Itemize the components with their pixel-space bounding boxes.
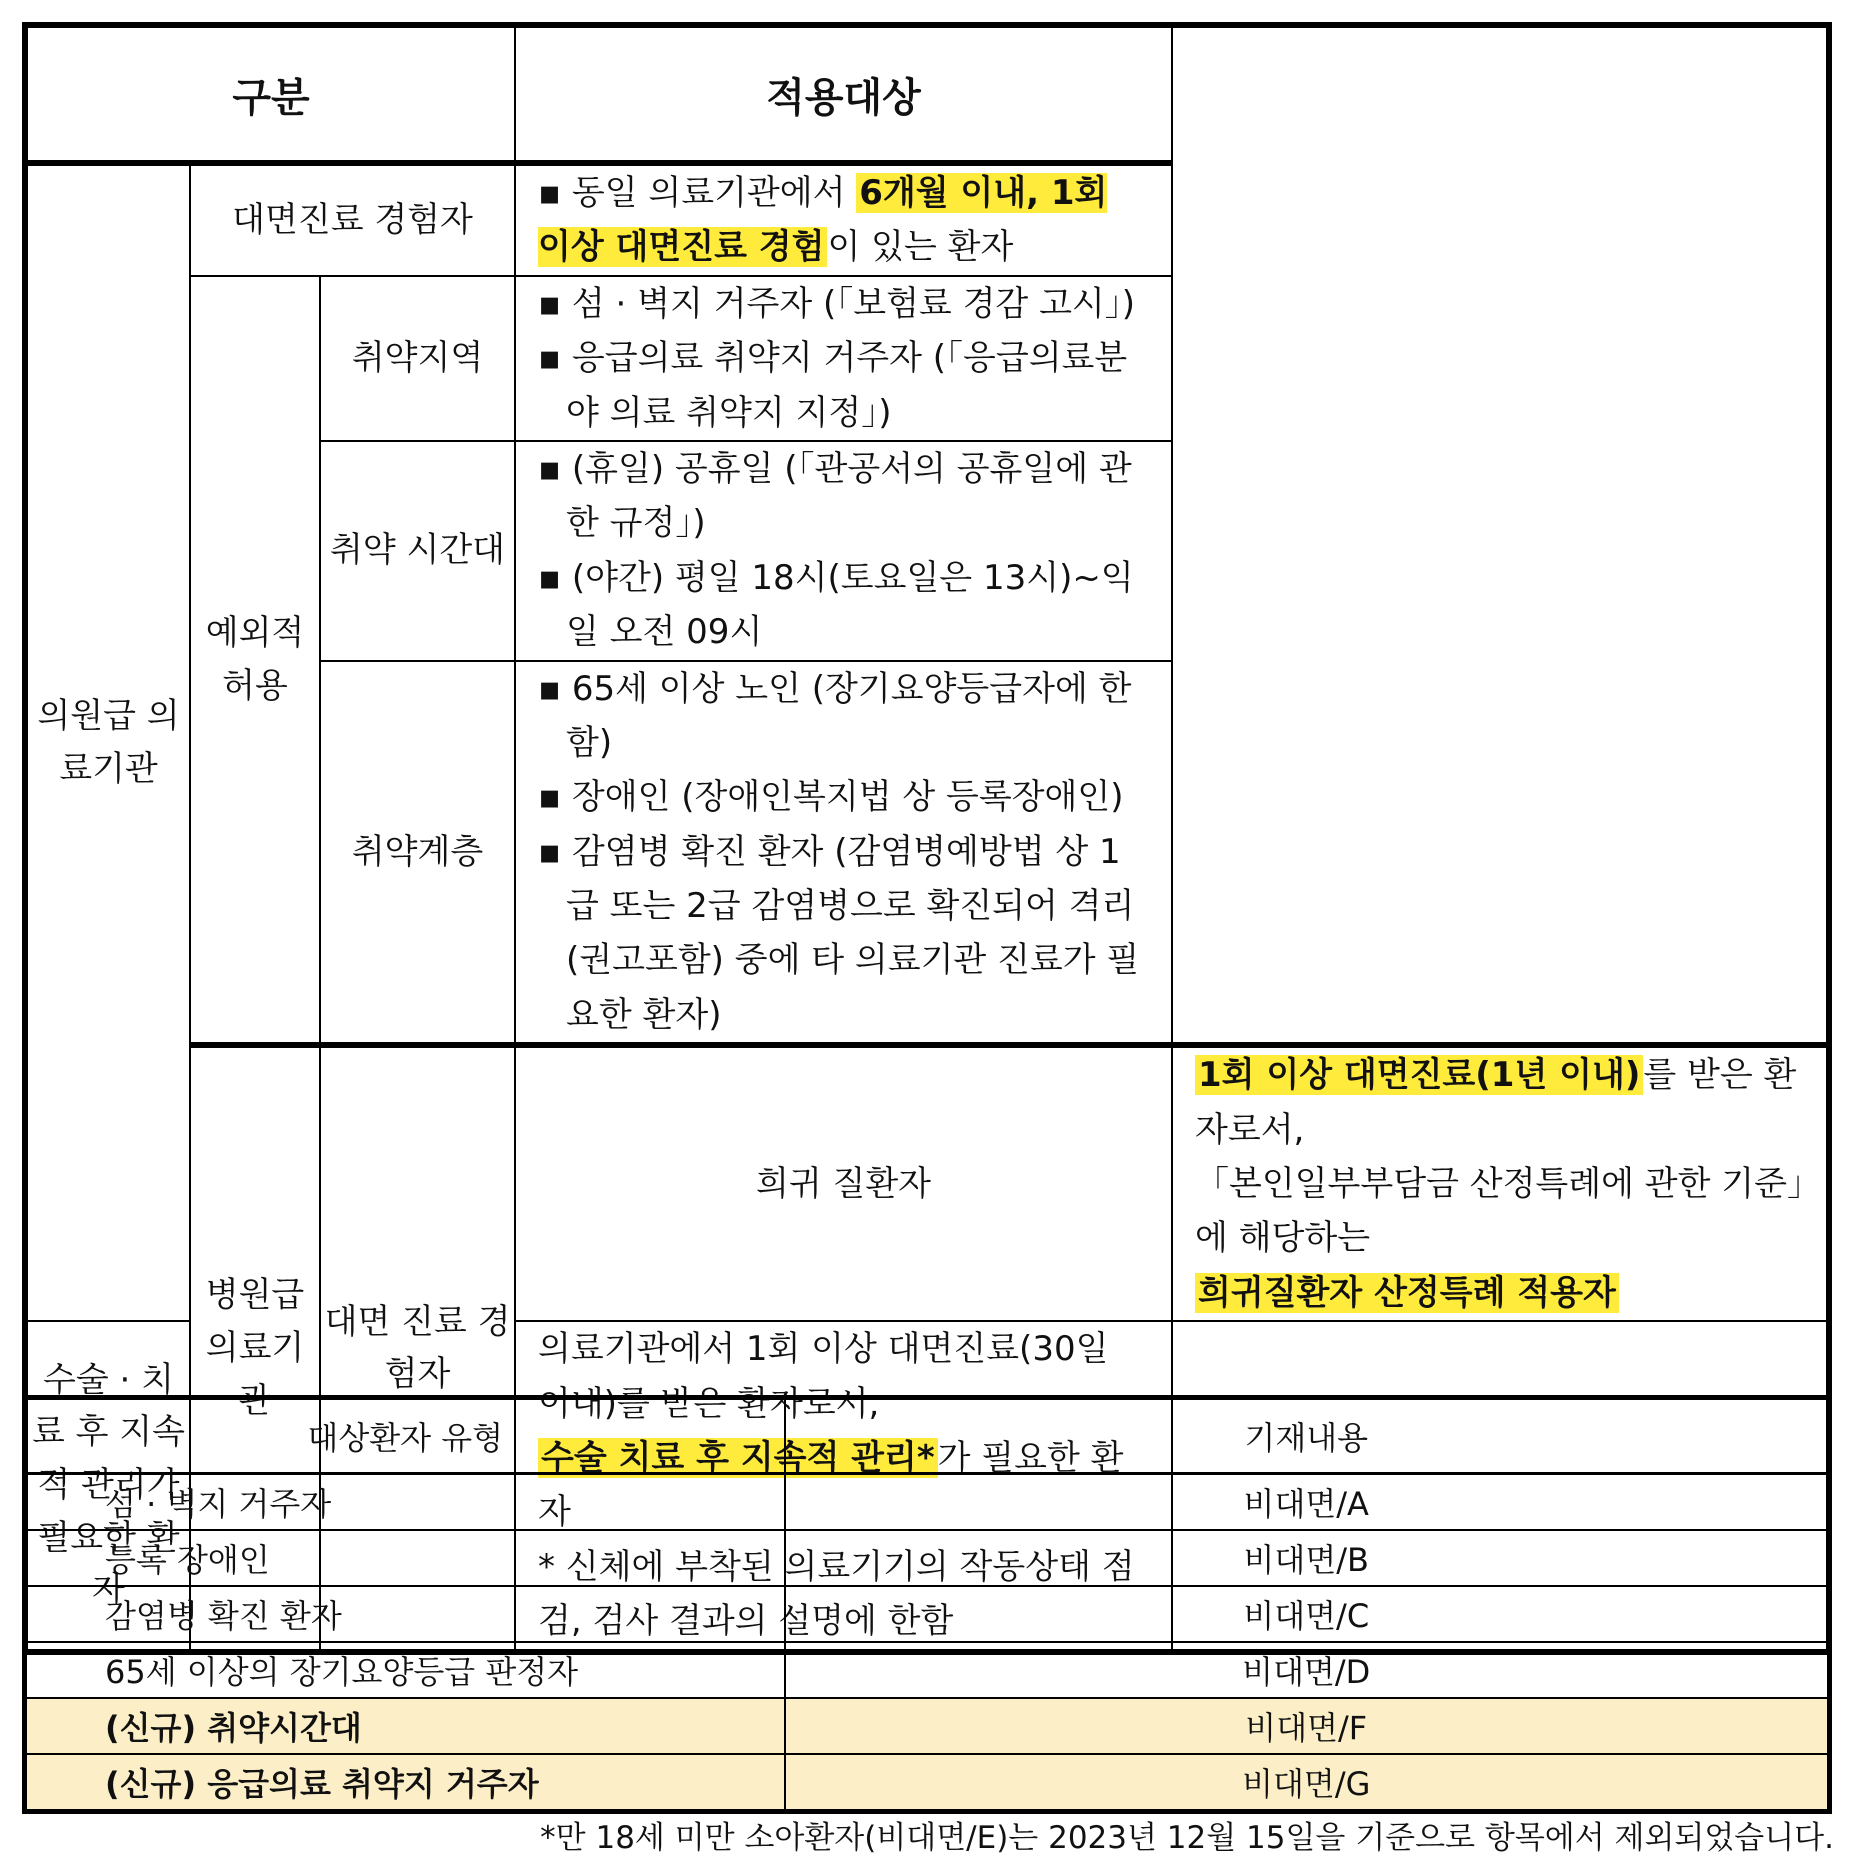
record-code: 비대면/F — [785, 1698, 1830, 1754]
remote-area-desc — [515, 276, 1172, 441]
header-category: 구분 — [25, 25, 515, 163]
record-code: 비대면/A — [785, 1474, 1830, 1531]
patient-type: 65세 이상의 장기요양등급 판정자 — [25, 1642, 785, 1698]
header-target: 적용대상 — [515, 25, 1172, 163]
highlight-text: 수술 치료 후 지속적 관리* — [538, 1438, 938, 1478]
desc-note: * 신체에 부착된 의료기기의 작동상태 점검, 검사 결과의 설명에 한함 — [538, 1546, 1135, 1642]
record-code: 비대면/B — [785, 1530, 1830, 1586]
desc-pre: ▪ 동일 의료기관에서 — [538, 173, 857, 213]
patient-type: (신규) 응급의료 취약지 거주자 — [25, 1754, 785, 1812]
table-row — [25, 1642, 1830, 1698]
desc-text: 가 필요한 환자 — [538, 1437, 1124, 1533]
bullet-line: ▪ 65세 이상 노인 (장기요양등급자에 한함) — [538, 668, 1132, 763]
patient-type: 섬 · 벽지 거주자 — [25, 1474, 785, 1531]
table-row — [25, 1586, 1830, 1642]
highlight-text: 희귀질환자 산정특례 적용자 — [1195, 1273, 1619, 1313]
rare-disease-label: 희귀 질환자 — [515, 1045, 1172, 1321]
remote-area-label: 취약지역 — [320, 276, 515, 441]
header-patient-type: 대상환자 유형 — [25, 1398, 785, 1474]
desc-line: 「본인일부부담금 산정특례에 관한 기준」에 해당하는 — [1195, 1164, 1804, 1259]
bullet-line: ▪ (야간) 평일 18시(토요일은 13시)~익일 오전 09시 — [538, 557, 1134, 653]
table-row — [25, 1530, 1830, 1586]
desc-line: 의료기관에서 1회 이상 대면진료(30일 이내)를 받은 환자로서, — [538, 1329, 1109, 1424]
desc-text: 를 받은 환자로서, — [1195, 1055, 1797, 1150]
hospital-level-label: 병원급 의료기관 — [190, 1045, 320, 1651]
rare-disease-desc — [1172, 1045, 1829, 1321]
highlight-text: 1회 이상 대면진료(1년 이내) — [1195, 1055, 1643, 1095]
bullet-line: ▪ (휴일) 공휴일 (「관공서의 공휴일에 관한 규정」) — [538, 448, 1132, 544]
header-record-content: 기재내용 — [785, 1398, 1830, 1474]
table-row — [25, 1474, 1830, 1531]
record-code: 비대면/C — [785, 1586, 1830, 1642]
vulnerable-time-desc — [515, 441, 1172, 661]
bullet-line: ▪ 응급의료 취약지 거주자 (「응급의료분야 의료 취약지 지정」) — [538, 338, 1128, 433]
patient-type: 감염병 확진 환자 — [25, 1586, 785, 1642]
vulnerable-group-desc — [515, 661, 1172, 1046]
bullet-line: ▪ 장애인 (장애인복지법 상 등록장애인) — [538, 777, 1124, 818]
vulnerable-time-label: 취약 시간대 — [320, 441, 515, 661]
record-code: 비대면/D — [785, 1642, 1830, 1698]
desc-post: 이 있는 환자 — [827, 227, 1014, 268]
exception-label: 예외적 허용 — [190, 276, 320, 1045]
clinic-face-to-face-label: 대면진료 경험자 — [190, 163, 515, 276]
footnote: *만 18세 미만 소아환자(비대면/E)는 2023년 12월 15일을 기준으로 항목에서 제외되었습니다. — [540, 1820, 1834, 1856]
post-surgery-label: 수술 · 치료 후 지속적 관리가 필요한 환자 — [25, 1321, 190, 1651]
table-row-new — [25, 1754, 1830, 1812]
patient-type: 등록 장애인 — [25, 1530, 785, 1586]
hospital-face-to-face-label: 대면 진료 경험자 — [320, 1045, 515, 1651]
patient-type: (신규) 취약시간대 — [25, 1698, 785, 1754]
clinic-level-label: 의원급 의료기관 — [25, 163, 190, 1321]
bullet-line: ▪ 섬 · 벽지 거주자 (「보험료 경감 고시」) — [538, 283, 1136, 324]
highlight-text: 6개월 이내, 1회 이상 대면진료 경험 — [538, 173, 1108, 268]
record-code: 비대면/G — [785, 1754, 1830, 1812]
bullet-line: ▪ 감염병 확진 환자 (감염병예방법 상 1급 또는 2급 감염병으로 확진되어 격리(권고포함) 중에 타 의료기관 진료가 필요한 환자) — [538, 831, 1140, 1035]
table-row-new — [25, 1698, 1830, 1754]
vulnerable-group-label: 취약계층 — [320, 661, 515, 1046]
record-code-table — [22, 1395, 1832, 1814]
clinic-face-to-face-desc — [515, 163, 1172, 276]
